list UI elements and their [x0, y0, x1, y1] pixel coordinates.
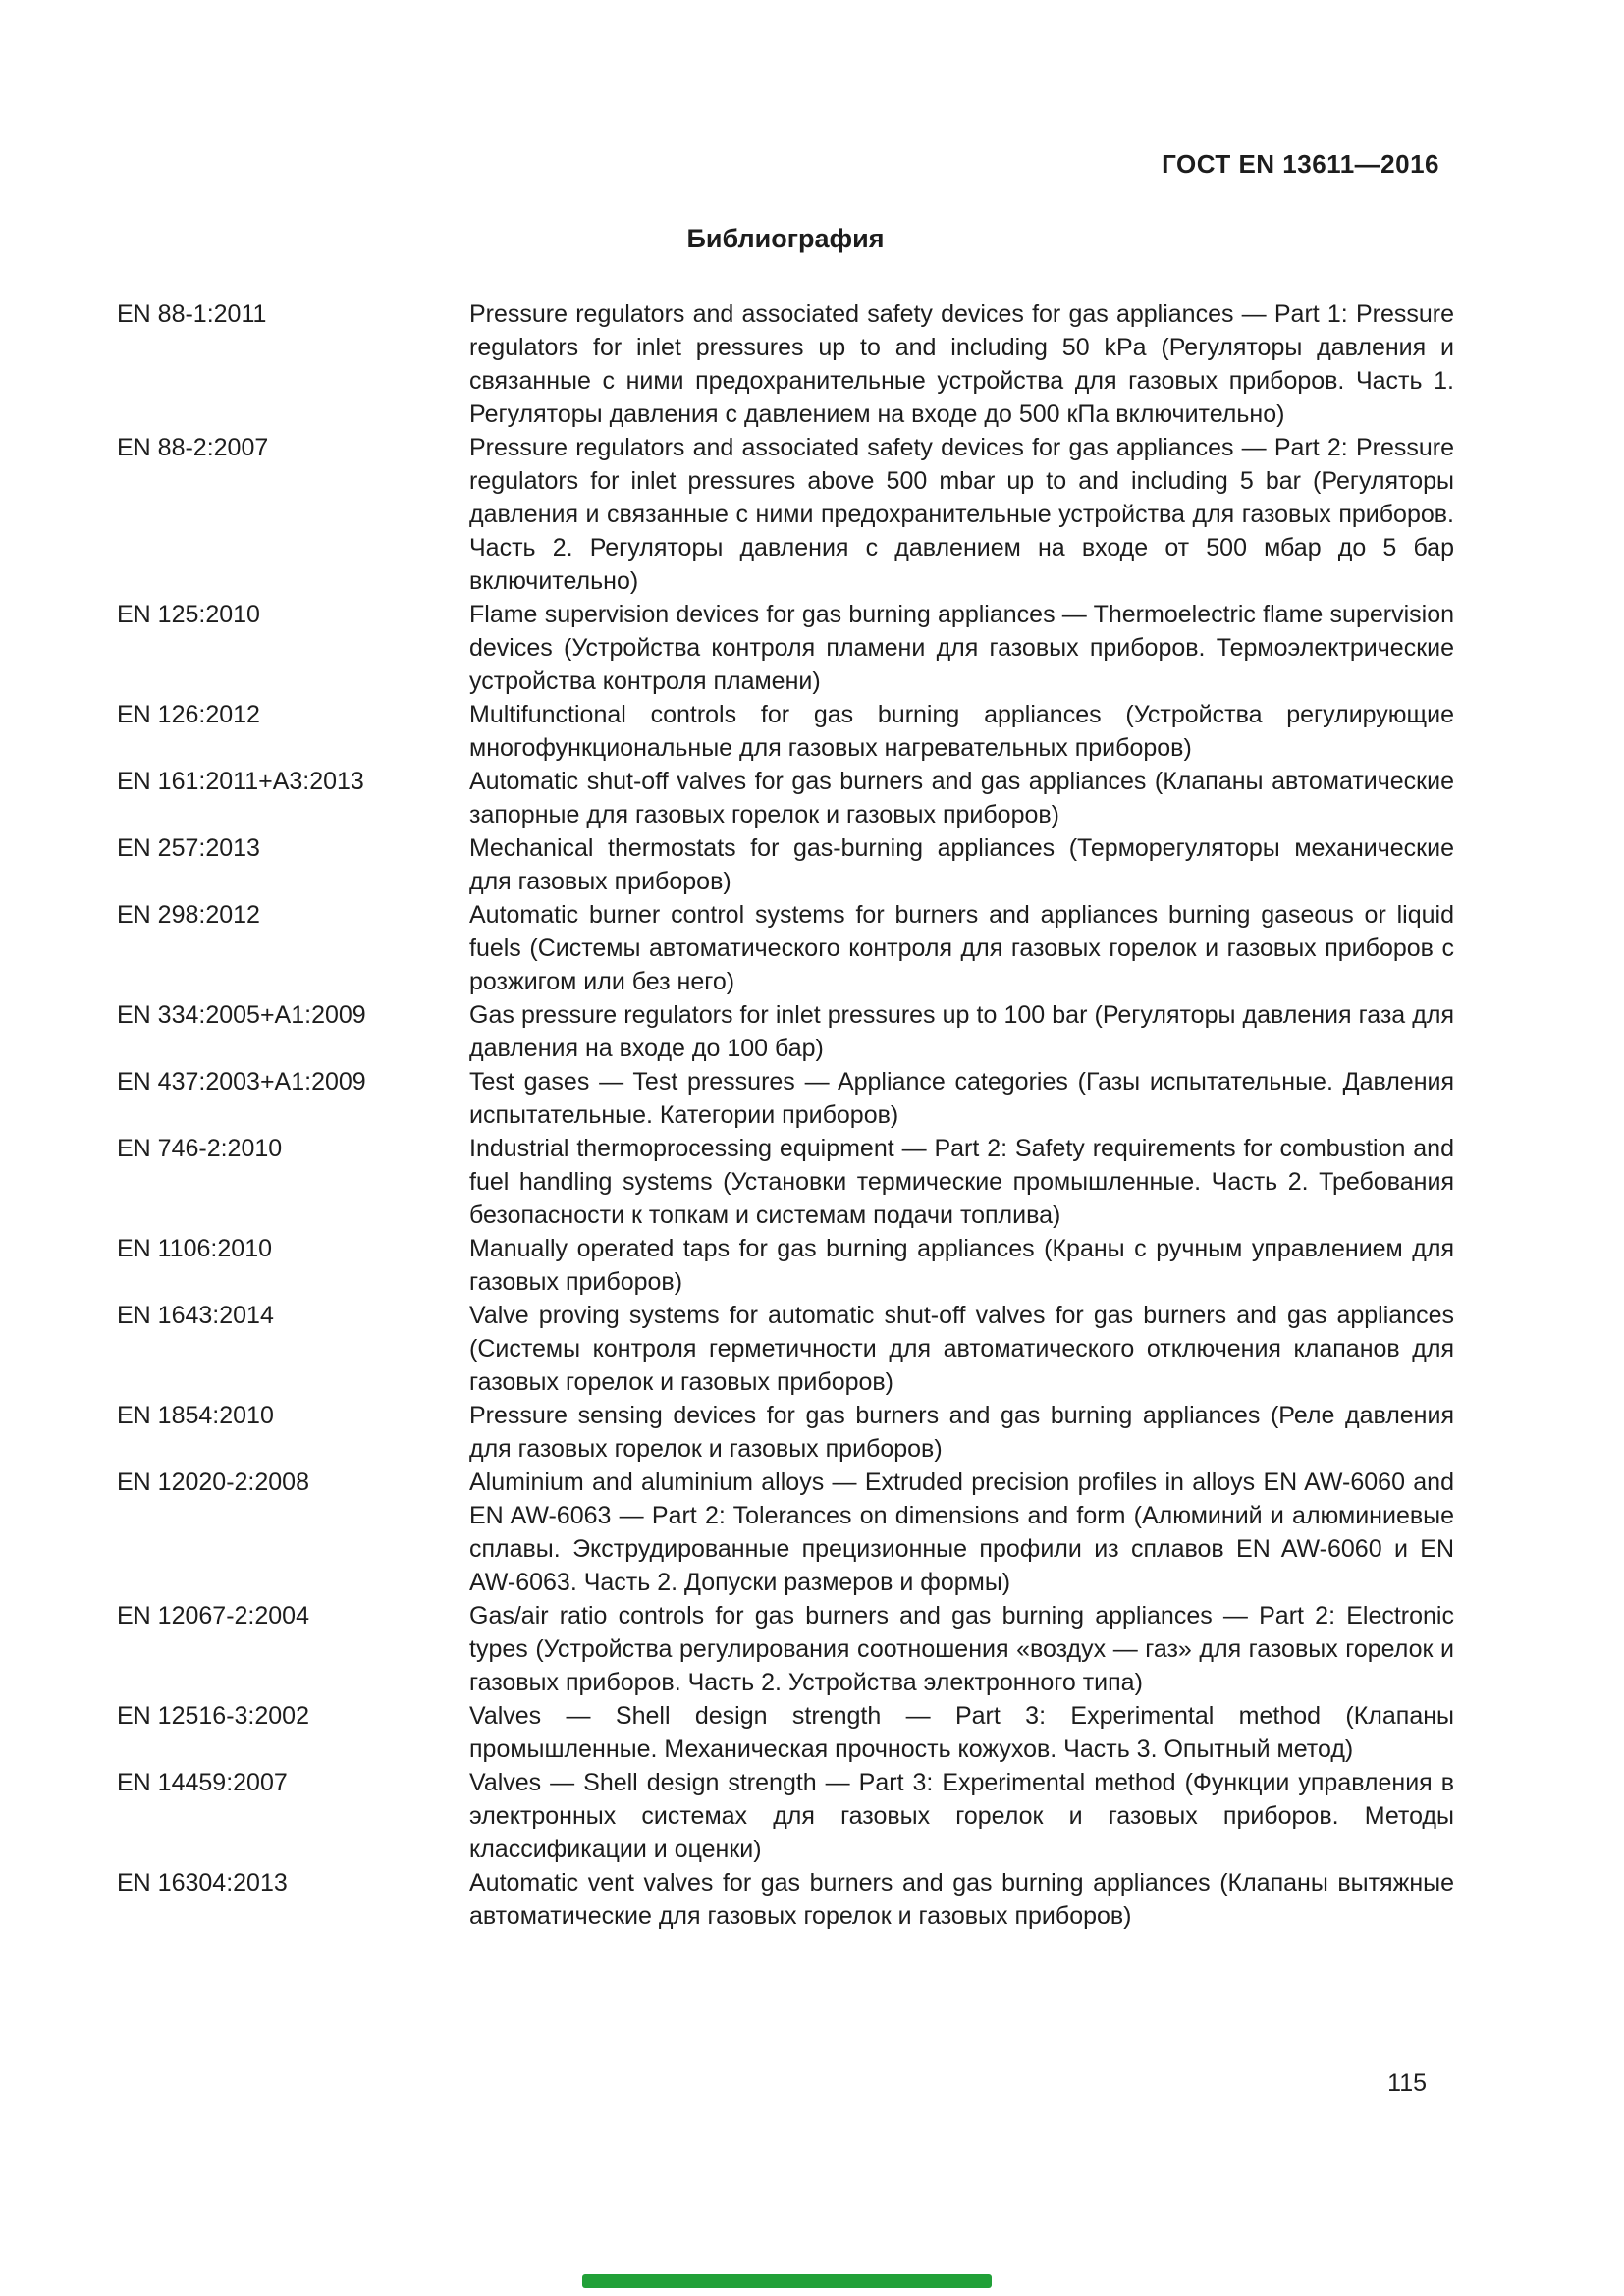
standard-code: EN 14459:2007 — [117, 1769, 288, 1796]
standard-code: EN 746-2:2010 — [117, 1135, 283, 1162]
standard-description: Mechanical thermostats for gas-burning appliances (Терморегуляторы механические для газовых приборов) — [469, 834, 1454, 895]
standard-code: EN 88-2:2007 — [117, 434, 269, 461]
bibliography-entry — [117, 598, 1454, 698]
standard-code: EN 12020-2:2008 — [117, 1468, 309, 1496]
standard-code: EN 125:2010 — [117, 601, 260, 628]
standard-code: EN 126:2012 — [117, 701, 260, 728]
standard-description: Valves — Shell design strength — Part 3: Experimental method (Функции управления в электронных системах для газовых горелок и газовых приборов. Методы классификации и оценки) — [469, 1769, 1454, 1863]
standard-description: Flame supervision devices for gas burning appliances — Thermoelectric flame supervision devices (Устройства контроля пламени для газовых приборов. Термоэлектрические устройства контроля пламени) — [469, 601, 1454, 695]
page-title: Библиография — [686, 224, 885, 253]
standard-code: EN 12067-2:2004 — [117, 1602, 309, 1629]
standard-code: EN 334:2005+A1:2009 — [117, 1001, 366, 1029]
standard-code: EN 1854:2010 — [117, 1402, 274, 1429]
bibliography-entry — [117, 765, 1454, 831]
standard-code: EN 1106:2010 — [117, 1235, 272, 1262]
document-header: ГОСТ EN 13611—2016 — [1162, 149, 1439, 179]
standard-description: Valves — Shell design strength — Part 3: Experimental method (Клапаны промышленные. Механическая прочность кожухов. Часть 3. Опытный метод) — [469, 1702, 1454, 1763]
bibliography-entry — [117, 431, 1454, 598]
standard-code: EN 437:2003+A1:2009 — [117, 1068, 366, 1095]
standard-description: Test gases — Test pressures — Appliance categories (Газы испытательные. Давления испытательные. Категории приборов) — [469, 1068, 1454, 1129]
standard-description: Pressure regulators and associated safety devices for gas appliances — Part 1: Pressure regulators for inlet pressures up to and including 50 kPa (Регуляторы давления и связанные с ними предохранительные устройства для газовых приборов. Часть 1. Регуляторы давления с давлением на входе до 500 кПа включительно) — [469, 300, 1454, 428]
standard-description: Valve proving systems for automatic shut-off valves for gas burners and gas appliances (Системы контроля герметичности для автоматического отключения клапанов для газовых горелок и газовых приборов) — [469, 1302, 1454, 1396]
standard-code: EN 1643:2014 — [117, 1302, 274, 1329]
bibliography-entry — [117, 698, 1454, 765]
standard-description: Automatic vent valves for gas burners and gas burning appliances (Клапаны вытяжные автоматические для газовых горелок и газовых приборов) — [469, 1869, 1454, 1930]
bibliography-entry — [117, 1399, 1454, 1466]
bibliography-entry — [117, 1232, 1454, 1299]
bibliography-list — [117, 297, 1454, 1933]
standard-description: Gas/air ratio controls for gas burners and gas burning appliances — Part 2: Electronic types (Устройства регулирования соотношения «воздух — газ» для газовых горелок и газовых приборов. Часть 2. Устройства электронного типа) — [469, 1602, 1454, 1696]
standard-description: Automatic burner control systems for burners and appliances burning gaseous or liquid fuels (Системы автоматического контроля для газовых горелок и газовых приборов с розжигом или без него) — [469, 901, 1454, 995]
standard-code: EN 12516-3:2002 — [117, 1702, 309, 1730]
standard-code: EN 161:2011+A3:2013 — [117, 768, 364, 795]
standard-code: EN 257:2013 — [117, 834, 260, 862]
bibliography-entry — [117, 1866, 1454, 1933]
bibliography-entry — [117, 1132, 1454, 1232]
standard-description: Industrial thermoprocessing equipment — Part 2: Safety requirements for combustion and fuel handling systems (Установки термические промышленные. Часть 2. Требования безопасности к топкам и системам подачи топлива) — [469, 1135, 1454, 1229]
standard-code: EN 88-1:2011 — [117, 300, 267, 328]
standard-code: EN 16304:2013 — [117, 1869, 288, 1896]
standard-description: Pressure regulators and associated safety devices for gas appliances — Part 2: Pressure regulators for inlet pressures above 500 mbar up to and including 5 bar (Регуляторы давления и связанные с ними предохранительные устройства для газовых приборов. Часть 2. Регуляторы давления с давлением на входе от 500 мбар до 5 бар включительно) — [469, 434, 1454, 595]
standard-description: Gas pressure regulators for inlet pressures up to 100 bar (Регуляторы давления газа для давления на входе до 100 бар) — [469, 1001, 1454, 1062]
standard-description: Manually operated taps for gas burning appliances (Краны с ручным управлением для газовых приборов) — [469, 1235, 1454, 1296]
bibliography-entry — [117, 1299, 1454, 1399]
bibliography-entry — [117, 1065, 1454, 1132]
bibliography-entry — [117, 831, 1454, 898]
bottom-accent-bar — [582, 2274, 992, 2288]
bibliography-entry — [117, 1599, 1454, 1699]
bibliography-entry — [117, 1699, 1454, 1766]
standard-description: Aluminium and aluminium alloys — Extruded precision profiles in alloys EN AW-6060 and EN AW-6063 — Part 2: Tolerances on dimensions and form (Алюминий и алюминиевые сплавы. Экструдированные прецизионные профили из сплавов EN AW-6060 и EN AW-6063. Часть 2. Допуски размеров и формы) — [469, 1468, 1454, 1596]
standard-description: Multifunctional controls for gas burning appliances (Устройства регулирующие многофункциональные для газовых нагревательных приборов) — [469, 701, 1454, 762]
page-number: 115 — [1387, 2069, 1427, 2097]
bibliography-entry — [117, 297, 1454, 431]
bibliography-entry — [117, 998, 1454, 1065]
standard-description: Automatic shut-off valves for gas burners and gas appliances (Клапаны автоматические запорные для газовых горелок и газовых приборов) — [469, 768, 1454, 828]
bibliography-entry — [117, 898, 1454, 998]
standard-code: EN 298:2012 — [117, 901, 260, 929]
bibliography-entry — [117, 1766, 1454, 1866]
bibliography-entry — [117, 1466, 1454, 1599]
standard-description: Pressure sensing devices for gas burners and gas burning appliances (Реле давления для газовых горелок и газовых приборов) — [469, 1402, 1454, 1463]
